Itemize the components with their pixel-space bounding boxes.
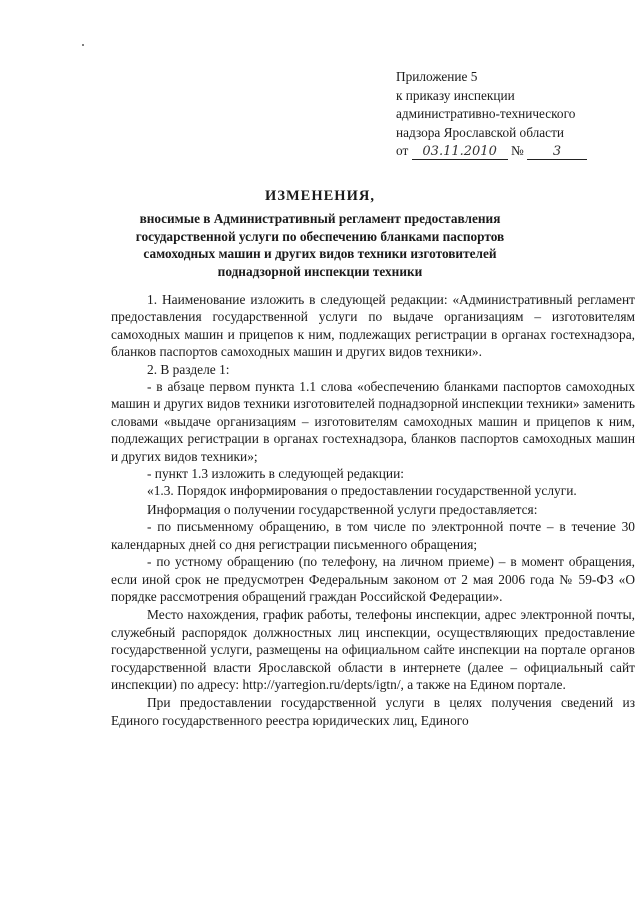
annex-line: административно-технического (396, 106, 576, 121)
annex-block (396, 68, 626, 161)
body-paragraph: Место нахождения, график работы, телефоны инспекции, адрес электронной почты, служебный распорядок должностных лиц инспекции, осуществляющих предоставление государственной услуги, размещены на официальном сайте инспекции на портале органов государственной власти Ярославской области в интернете (далее – официальный сайт инспекции) по адресу: http://yarregion.ru/depts/igtn/, а также на Едином портале. (111, 607, 635, 692)
annex-line: к приказу инспекции (396, 87, 515, 103)
order-number-label: № (510, 143, 524, 158)
body-paragraph: 2. В разделе 1: (147, 361, 230, 377)
order-date-line (396, 142, 626, 161)
document-title: ИЗМЕНЕНИЯ, (265, 188, 375, 204)
document-body (111, 291, 635, 729)
body-paragraph: Информация о получении государственной услуги предоставляется: (147, 501, 538, 517)
body-paragraph: - в абзаце первом пункта 1.1 слова «обеспечению бланками паспортов самоходных машин и других видов техники изготовителей поднадзорной инспекции техники» заменить словами «выдаче организациям – изготовителям самоходных машин и прицепов к ним, подлежащих регистрации в органах гостехнадзора, бланков паспортов самоходных машин и других видов техники»; (111, 379, 635, 464)
body-paragraph: «1.3. Порядок информирования о предоставлении государственной услуги. (147, 483, 577, 499)
annex-line: Приложение 5 (396, 69, 478, 84)
document-heading (110, 186, 530, 280)
body-paragraph: 1. Наименование изложить в следующей редакции: «Административный регламент предоставления государственной услуги по выдаче организациям – изготовителям самоходных машин и прицепов к ним, подлежащих регистрации в органах гостехнадзора, бланков паспортов самоходных машин и других видов техники». (111, 292, 635, 360)
body-paragraph: - пункт 1.3 изложить в следующей редакции: (147, 466, 404, 482)
annex-line: надзора Ярославской области (396, 124, 565, 140)
body-paragraph: - по письменному обращению, в том числе по электронной почте – в течение 30 календарных дней со дня регистрации письменного обращения; (111, 519, 635, 552)
body-paragraph: При предоставлении государственной услуги в целях получения сведений из Единого государственного реестра юридических лиц, Единого (111, 695, 635, 728)
order-number-handwritten: 3 (527, 144, 587, 160)
order-from-label: от (396, 143, 409, 158)
scan-speck (82, 44, 84, 46)
order-date-handwritten: 03.11.2010 (412, 144, 508, 160)
body-paragraph: - по устному обращению (по телефону, на личном приеме) – в момент обращения, если иной срок не предусмотрен Федеральным законом от 2 мая 2006 года № 59-ФЗ «О порядке рассмотрения обращений граждан Российской Федерации». (111, 554, 635, 604)
document-subtitle: вносимые в Административный регламент предоставления государственной услуги по обеспечению бланками паспортов самоходных машин и других видов техники изготовителей поднадзорной инспекции техники (135, 211, 505, 279)
